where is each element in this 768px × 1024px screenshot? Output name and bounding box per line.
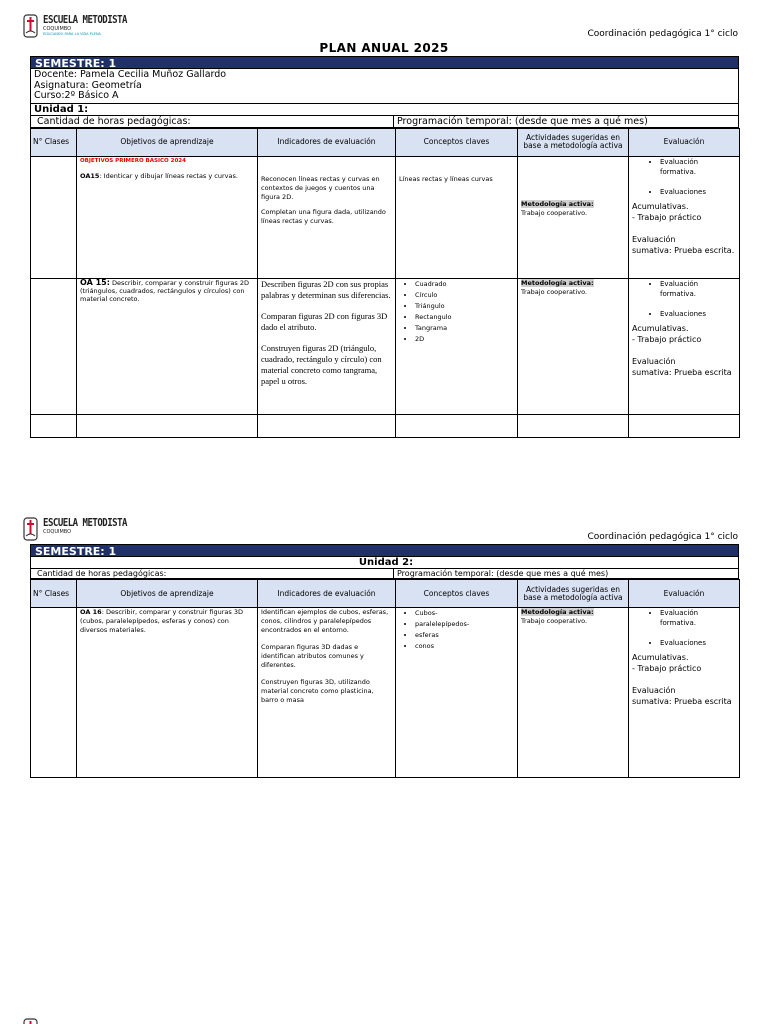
conceptos-cell <box>396 608 518 778</box>
indicator-text: Construyen figuras 2D (triángulo, cuadrado, rectángulo y círculo) con material concreto como tangrama, papel u otros. <box>261 342 382 386</box>
concept-item: • conos <box>415 641 514 652</box>
evaluation-acumulativas: Acumulativas. <box>632 653 689 662</box>
metodologia-label: Metodología activa: <box>521 608 594 616</box>
school-city: COQUIMBO <box>43 529 72 535</box>
table-row <box>31 608 740 778</box>
evaluation-sumativa-detail: sumativa: Prueba escrita <box>632 367 732 377</box>
coordination-label: Coordinación pedagógica 1° ciclo <box>587 532 738 542</box>
plan-table <box>30 579 740 778</box>
evaluation-practico: - Trabajo práctico <box>632 664 702 673</box>
asignatura-line: Asignatura: Geometría <box>34 79 142 91</box>
table-row-empty <box>31 414 740 437</box>
concept-item: • Triángulo <box>415 301 514 312</box>
evaluation-sumativa: Evaluación <box>632 356 676 366</box>
col-evaluacion: Evaluación <box>629 128 740 156</box>
evaluation-item: • Evaluación formativa. <box>660 279 736 299</box>
objective-code: OA 15: <box>80 277 110 287</box>
coordination-label: Coordinación pedagógica 1° ciclo <box>587 29 738 39</box>
evaluation-item: • Evaluación formativa. <box>660 157 736 177</box>
curso-line: Curso:2º Básico A <box>34 90 119 101</box>
col-indicadores: Indicadores de evaluación <box>258 580 396 608</box>
objetivos-cell <box>77 608 258 778</box>
conceptos-cell <box>396 156 518 278</box>
objective-code: OA 16 <box>80 608 102 616</box>
indicator-text: Completan una figura dada, utilizando líneas rectas y curvas. <box>261 207 386 225</box>
hours-row <box>30 569 739 579</box>
table-row <box>31 156 740 278</box>
objective-text: Describir, comparar y construir figuras 2D (triángulos, cuadrados, rectángulos y círculos) con material concreto. <box>80 278 249 303</box>
col-indicadores: Indicadores de evaluación <box>258 128 396 156</box>
objectives-title: OBJETIVOS PRIMERO BASICO 2024 <box>80 157 186 164</box>
methodist-cross-icon <box>22 517 39 541</box>
school-slogan: EDUCANDO PARA LA VIDA PLENA <box>43 32 101 36</box>
indicator-text: Identifican ejemplos de cubos, esferas, conos, cilindros y paralelepípedos encontrados en el entorno. <box>261 608 389 634</box>
methodist-cross-icon <box>22 1018 39 1024</box>
evaluation-item: • Evaluaciones <box>660 638 736 648</box>
metodologia-label: Metodología activa: <box>521 199 594 208</box>
evaluacion-cell <box>629 608 740 778</box>
objective-text: : Identicar y dibujar líneas rectas y curvas. <box>99 171 238 180</box>
evaluacion-cell <box>629 278 740 414</box>
indicadores-cell <box>258 278 396 414</box>
metodologia-label: Metodología activa: <box>521 278 594 287</box>
teacher-info <box>30 69 739 104</box>
docente-line: Docente: Pamela Cecilia Muñoz Gallardo <box>34 69 227 80</box>
school-logo <box>22 517 145 541</box>
concept-item: • esferas <box>415 630 514 641</box>
evaluation-sumativa-detail: sumativa: Prueba escrita. <box>632 245 735 255</box>
unit-title: Unidad 2: <box>30 557 739 569</box>
n-clases-cell <box>31 278 77 414</box>
school-city: COQUIMBO <box>43 26 72 32</box>
objetivos-cell <box>77 156 258 278</box>
concept-item: • Tangrama <box>415 323 514 334</box>
school-logo <box>22 14 145 38</box>
plan-title: PLAN ANUAL 2025 <box>319 41 449 55</box>
conceptos-cell <box>396 278 518 414</box>
evaluation-item: • Evaluaciones <box>660 187 736 197</box>
evaluation-sumativa-detail: sumativa: Prueba escrita <box>632 697 732 706</box>
table-header-row <box>31 128 740 156</box>
table-row <box>31 278 740 414</box>
objetivos-cell <box>77 278 258 414</box>
next-page-logo-fragment <box>22 1018 39 1024</box>
evaluation-acumulativas: Acumulativas. <box>632 201 689 211</box>
concept-item: • Cubos- <box>415 608 514 619</box>
col-evaluacion: Evaluación <box>629 580 740 608</box>
semester-bar: SEMESTRE: 1 <box>30 544 739 557</box>
indicator-text: Comparan figuras 3D dadas e identifican atributos comunes y diferentes. <box>261 643 364 669</box>
n-clases-cell <box>31 608 77 778</box>
concept-item: • Rectangulo <box>415 312 514 323</box>
concept-item: • 2D <box>415 334 514 345</box>
table-header-row <box>31 580 740 608</box>
objective-code: OA15 <box>80 171 100 180</box>
semester-bar: SEMESTRE: 1 <box>30 56 739 69</box>
indicator-text: Reconocen líneas rectas y curvas en contextos de juegos y cuentos una figura 2D. <box>261 174 380 201</box>
col-objetivos: Objetivos de aprendizaje <box>77 580 258 608</box>
col-n-clases: N° Clases <box>31 580 77 608</box>
n-clases-cell <box>31 156 77 278</box>
concept-item: • Cuadrado <box>415 279 514 290</box>
unit-title: Unidad 1: <box>30 104 739 116</box>
concept-item: • Círculo <box>415 290 514 301</box>
hours-label: Cantidad de horas pedagógicas: <box>31 569 394 578</box>
col-objetivos: Objetivos de aprendizaje <box>77 128 258 156</box>
col-actividades: Actividades sugeridas en base a metodología activa <box>518 580 629 608</box>
actividades-cell <box>518 608 629 778</box>
evaluation-practico: - Trabajo práctico <box>632 212 702 222</box>
school-name: ESCUELA METODISTA <box>43 516 127 529</box>
metodologia-text: Trabajo cooperativo. <box>521 208 588 217</box>
evaluacion-cell <box>629 156 740 278</box>
indicator-text: Comparan figuras 2D con figuras 3D dado el atributo. <box>261 310 388 332</box>
concept-text: Líneas rectas y líneas curvas <box>399 174 493 183</box>
objective-text: : Describir, comparar y construir figuras 3D (cubos, paralelepípedos, esferas y conos) con diversos materiales. <box>80 608 243 634</box>
evaluation-acumulativas: Acumulativas. <box>632 323 689 333</box>
evaluation-sumativa: Evaluación <box>632 234 676 244</box>
methodist-cross-icon <box>22 14 39 38</box>
col-conceptos: Conceptos claves <box>396 128 518 156</box>
indicadores-cell <box>258 608 396 778</box>
metodologia-text: Trabajo cooperativo. <box>521 617 588 625</box>
evaluation-practico: - Trabajo práctico <box>632 334 702 344</box>
col-actividades: Actividades sugeridas en base a metodología activa <box>518 128 629 156</box>
page-2 <box>30 544 739 778</box>
evaluation-item: • Evaluación formativa. <box>660 608 736 628</box>
col-n-clases: N° Clases <box>31 128 77 156</box>
school-name: ESCUELA METODISTA <box>43 13 127 26</box>
actividades-cell <box>518 156 629 278</box>
indicator-text: Describen figuras 2D con sus propias palabras y determinan sus diferencias. <box>261 278 391 300</box>
col-conceptos: Conceptos claves <box>396 580 518 608</box>
plan-table <box>30 128 740 438</box>
evaluation-sumativa: Evaluación <box>632 686 676 695</box>
metodologia-text: Trabajo cooperativo. <box>521 287 588 296</box>
indicadores-cell <box>258 156 396 278</box>
actividades-cell <box>518 278 629 414</box>
evaluation-item: • Evaluaciones <box>660 309 736 319</box>
page-1 <box>30 56 739 438</box>
temporal-label: Programación temporal: (desde que mes a qué mes) <box>397 115 648 127</box>
concept-item: • paralelepípedos- <box>415 619 514 630</box>
hours-label: Cantidad de horas pedagógicas: <box>31 116 394 127</box>
indicator-text: Construyen figuras 3D, utilizando material concreto como plasticina, barro o masa <box>261 678 374 704</box>
hours-row <box>30 116 739 128</box>
temporal-label: Programación temporal: (desde que mes a qué mes) <box>397 569 609 578</box>
